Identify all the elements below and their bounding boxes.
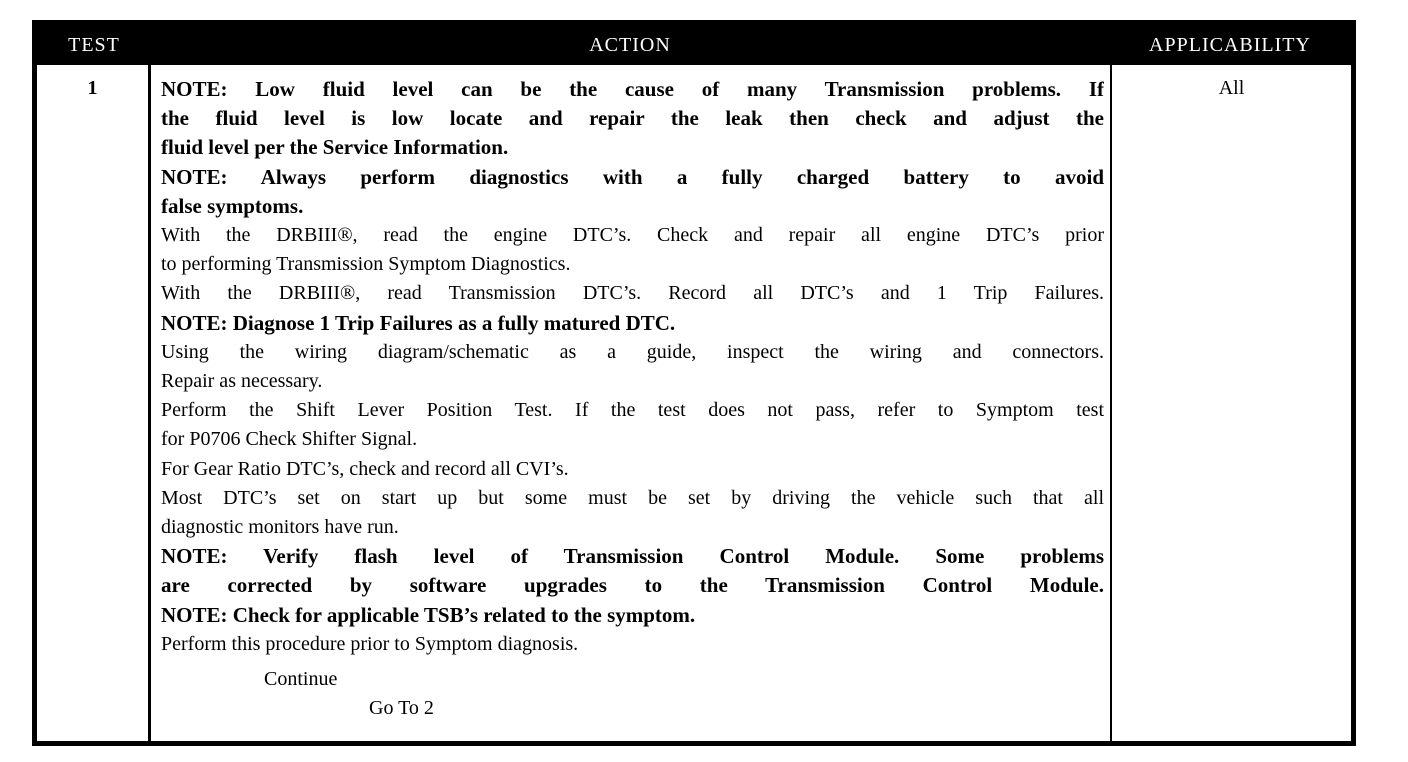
- action-text: [161, 75, 1104, 659]
- action-line: are corrected by software upgrades to the Transmission Control Module.: [161, 573, 1104, 598]
- table-header: [37, 25, 1351, 65]
- action-line: Perform the Shift Lever Position Test. If the test does not pass, refer to Symptom test: [161, 399, 1104, 422]
- action-line: false symptoms.: [161, 193, 304, 218]
- action-cell: [151, 65, 1112, 741]
- action-line: Using the wiring diagram/schematic as a guide, inspect the wiring and connectors.: [161, 340, 1104, 363]
- action-line: Perform this procedure prior to Symptom diagnosis.: [161, 632, 579, 655]
- action-line: NOTE: Check for applicable TSB’s related to the symptom.: [161, 602, 696, 627]
- header-action: ACTION: [589, 33, 671, 56]
- action-line: Most DTC’s set on start up but some must be set by driving the vehicle such that all: [161, 486, 1104, 509]
- applicability-cell: All: [1218, 77, 1245, 99]
- action-line: Repair as necessary.: [161, 370, 323, 393]
- header-test: TEST: [68, 33, 120, 56]
- action-line: With the DRBIII®, read the engine DTC’s. Check and repair all engine DTC’s prior: [161, 224, 1104, 247]
- action-line: For Gear Ratio DTC’s, check and record all CVI’s.: [161, 457, 569, 480]
- diagnostic-table: [32, 20, 1356, 746]
- table-row: [37, 65, 1351, 741]
- goto-label: Go To 2: [369, 697, 434, 720]
- continue-label: Continue: [264, 668, 338, 691]
- action-line: NOTE: Low fluid level can be the cause of many Transmission problems. If: [161, 77, 1104, 101]
- action-line: diagnostic monitors have run.: [161, 516, 399, 539]
- action-line: NOTE: Always perform diagnostics with a fully charged battery to avoid: [161, 164, 1104, 189]
- action-line: With the DRBIII®, read Transmission DTC’s. Record all DTC’s and 1 Trip Failures.: [161, 282, 1104, 305]
- action-line: to performing Transmission Symptom Diagnostics.: [161, 253, 571, 276]
- action-line: NOTE: Verify flash level of Transmission Control Module. Some problems: [161, 544, 1104, 569]
- header-applicability: APPLICABILITY: [1149, 33, 1311, 56]
- action-line: NOTE: Diagnose 1 Trip Failures as a fully matured DTC.: [161, 310, 676, 335]
- action-line: for P0706 Check Shifter Signal.: [161, 428, 418, 451]
- action-line: fluid level per the Service Information.: [161, 135, 509, 160]
- test-number: 1: [37, 65, 151, 741]
- action-line: the fluid level is low locate and repair the leak then check and adjust the: [161, 106, 1104, 131]
